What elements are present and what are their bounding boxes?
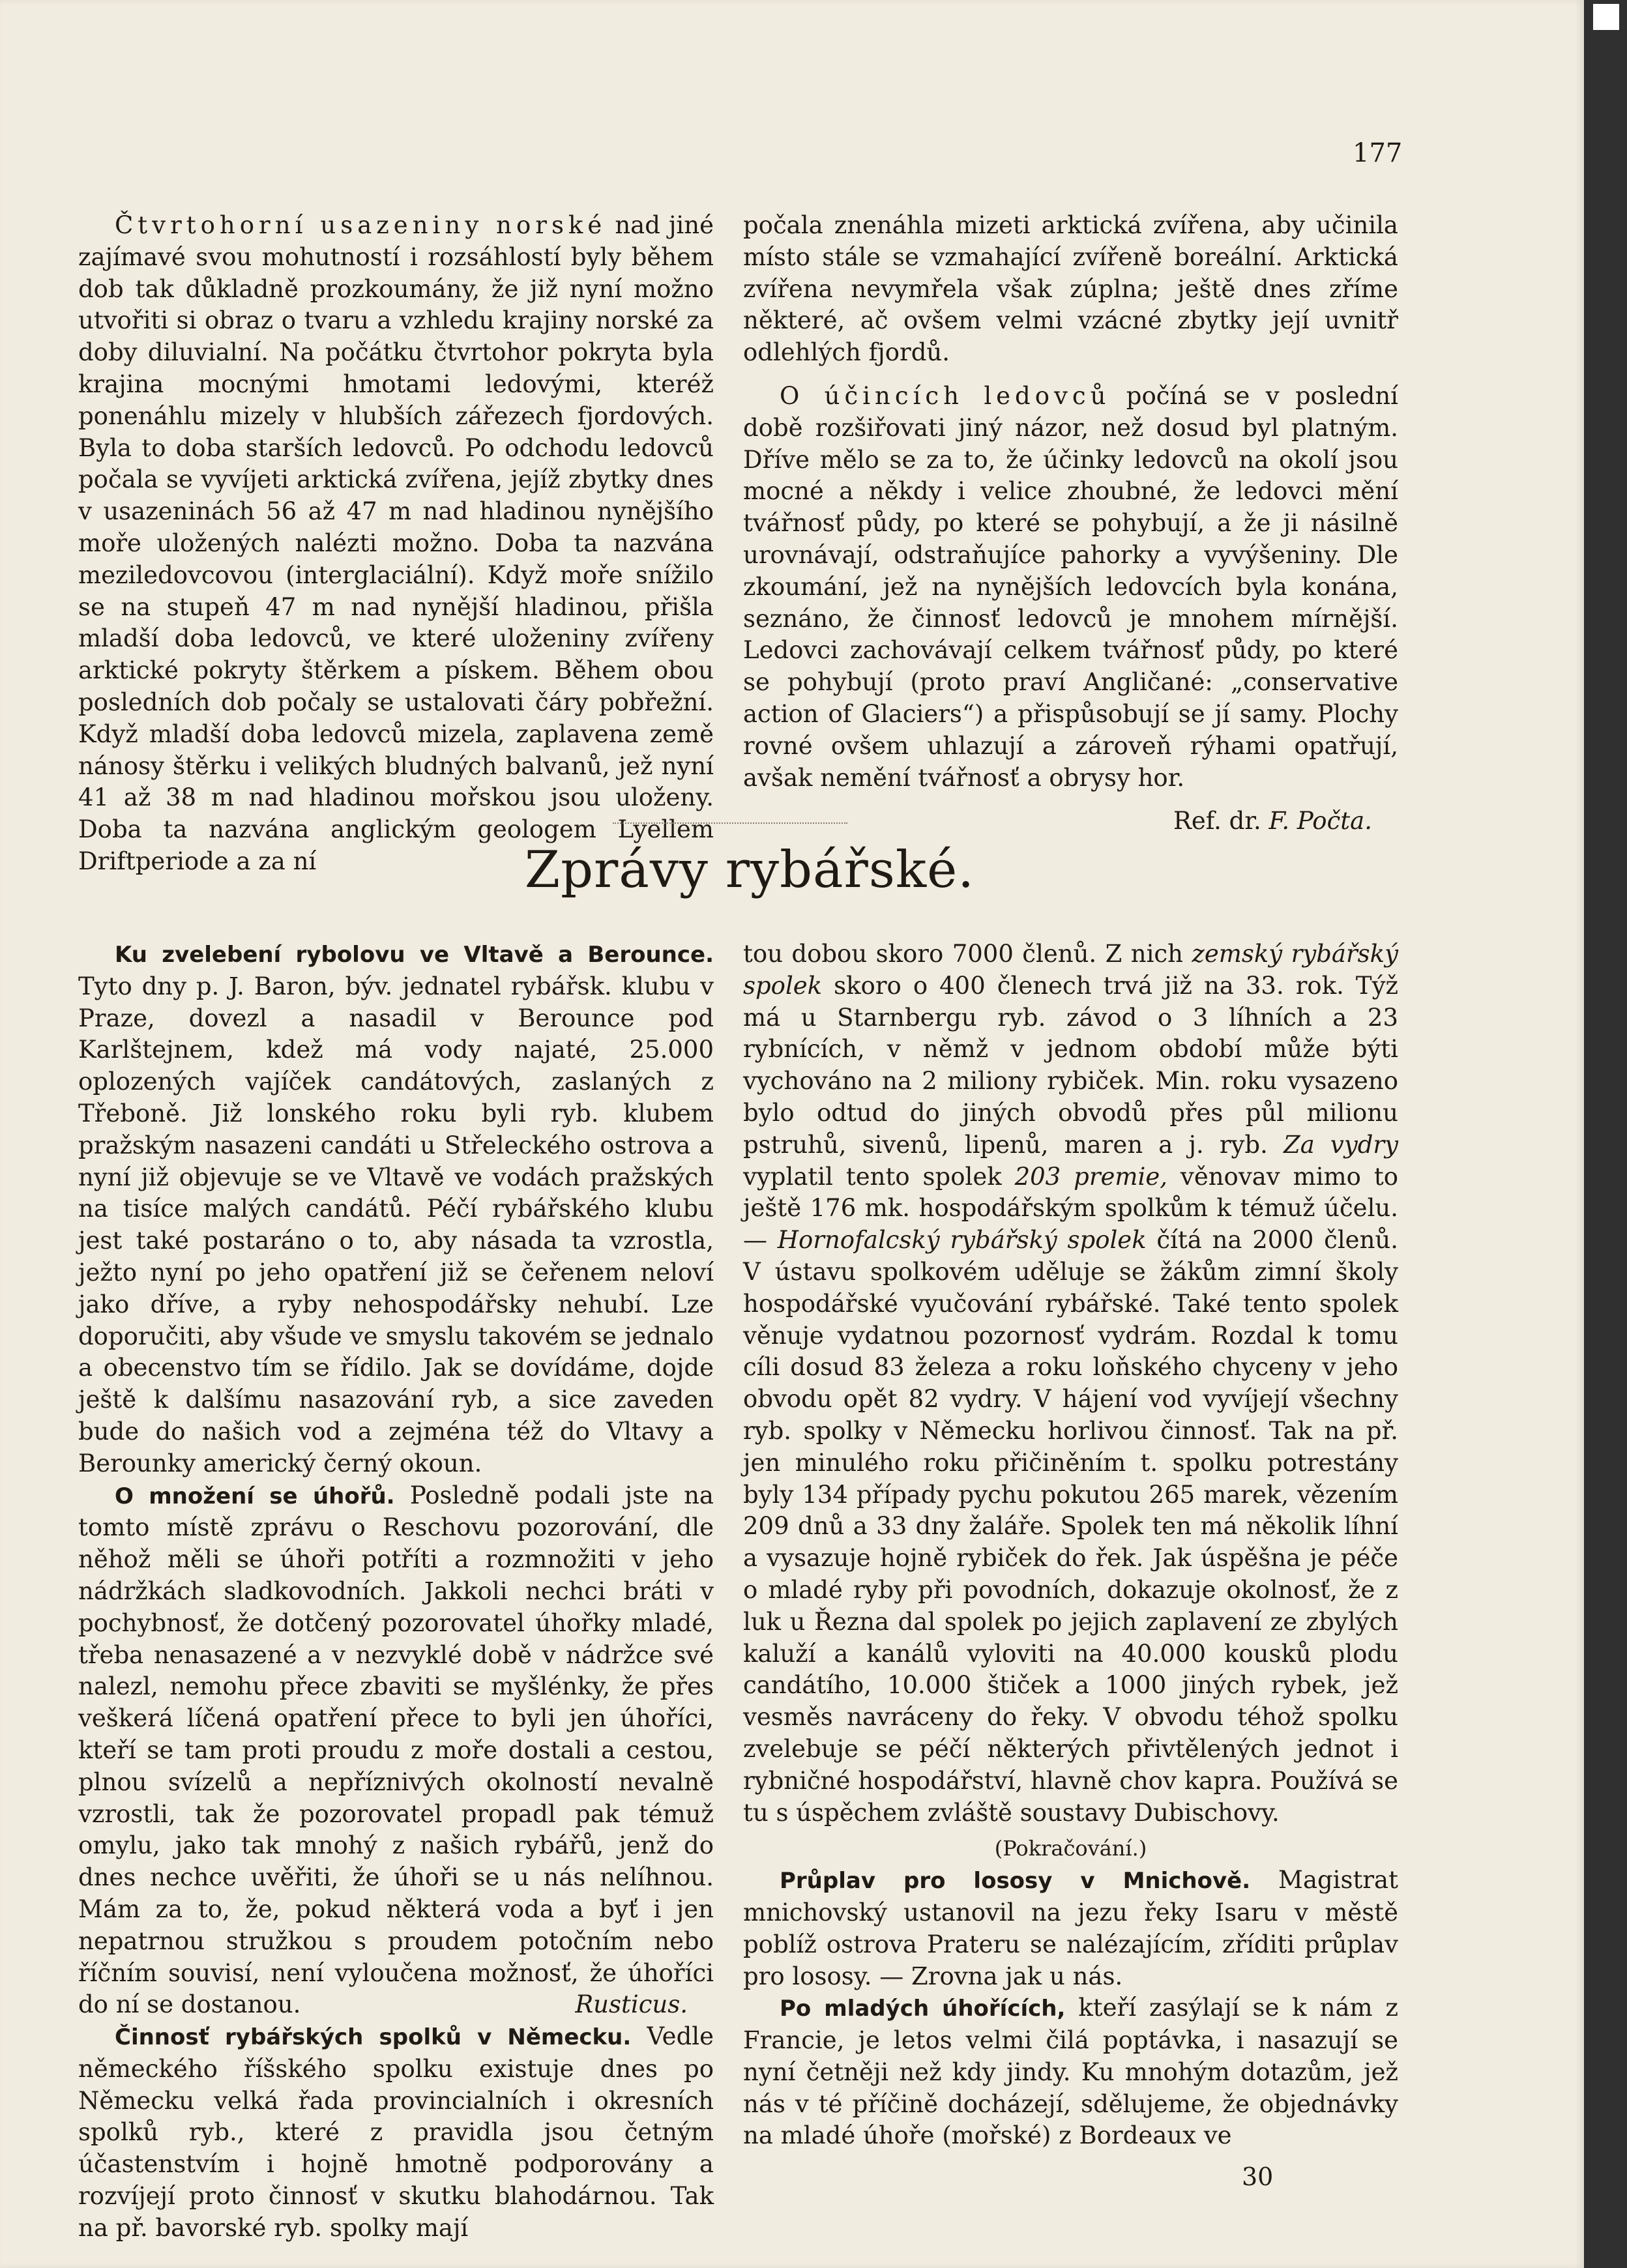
news-german-clubs — [78, 2021, 714, 2245]
news-salmon-pass-munich — [743, 1865, 1398, 1992]
news-text: skoro o 400 členech trvá již na 33. rok. Týž má u Starnbergu ryb. závod o 3 líhních a 23 rybnících, v němž v jednom období může býti vychováno na 2 miliony rybiček. Min. roku vysazeno bylo odtud do jiných obvodů přes půl milionu pstruhů, sivenů, lipenů, maren a j. ryb. — [743, 971, 1398, 1159]
reference-prefix: Ref. dr. — [1173, 807, 1269, 836]
news-heading: Po mladých úhořících, — [780, 1996, 1066, 2022]
lead-term: Čtvrtohorní usazeniny norské — [115, 211, 607, 239]
author-signature: Rusticus. — [575, 1990, 688, 2019]
news-young-eels — [743, 1992, 1398, 2152]
news-vltava-berounka — [78, 938, 714, 1480]
club-name: Hornofalcský rybářský spolek — [777, 1226, 1147, 1255]
news-text: Posledně podali jste na tomto místě zprávu o Reschovu pozorování, dle něhož měli se úhoři potříti a rozmnožiti v jeho nádržkách sladkovodních. Jakkoli nechci bráti v pochybnosť, že dotčený pozorovatel úhořky mladé, třeba nenasazené a v nezvyklé době v nádržce své nalezl, nemohu přece zbaviti se myšlénky, že přes veškerá líčená opatření přece to byli jen úhoříci, kteří se tam proti proudu z moře dostali a cestou, plnou svízelů a nepříznivých okolností nevalně vzrostli, tak že pozorovatel propadl pak témuž omylu, jako tak mnohý z našich rybářů, jenž do dnes nechce uvěřiti, že úhoři se u nás nelíhnou. Mám za to, že, pokud některá voda a byť i jen nepatrnou stružkou s proudem potočním nebo říčním souvisí, není vyloučena možnosť, že úhoříci do ní se dostanou. — [78, 1481, 714, 2019]
news-text: Tyto dny p. J. Baron, býv. jednatel rybářsk. klubu v Praze, dovezl a nasadil v Berounce pod Karlštejnem, kdež má vody najaté, 25.000 oplozených vajíček candátových, zaslaných z Třeboně. Již lonského roku byli ryb. klubem pražským nasazeni candáti u Střeleckého ostrova a nyní již objevuje se ve Vltavě ve vodách pražských na tisíce malých candátů. Péčí rybářského klubu jest také postaráno o to, aby násada ta vzrostla, ježto nyní po jeho opatření již se čeřenem neloví jako dříve, a ryby nehospodářsky nehubí. Lze doporučiti, aby všude ve smyslu takovém se jednalo a obecenstvo tím se řídilo. Jak se dovídáme, dojde ještě k dalšímu nasazování ryb, a sice zaveden bude do našich vod a zejména též do Vltavy a Berounky americký černý okoun. — [78, 972, 714, 1477]
emphasis: 203 premie, — [1014, 1162, 1167, 1191]
news-text: Magistrat mnichovský ustanovil na jezu řeky Isaru v městě poblíž ostrova Prateru se nalézajícím, zříditi průplav pro lososy. — Zrovna jak u nás. — [743, 1866, 1398, 1990]
news-text: kteří zasýlají se k nám z Francie, je letos velmi čilá poptávka, i nasazují se nyní četněji než kdy jindy. Ku mnohým dotazům, jež nás v té příčině docházejí, sdělujeme, že objednávky na mladé úhoře (mořské) z Bordeaux ve — [743, 1994, 1398, 2150]
news-eel-breeding — [78, 1480, 714, 2022]
news-text: věnovav mimo to ještě 176 mk. hospodářským spolkům k témuž účelu. — — [743, 1162, 1398, 1255]
page-number: 177 — [1353, 138, 1403, 168]
news-heading: Činnosť rybářských spolků v Německu. — [115, 2024, 632, 2051]
news-text: tou dobou skoro 7000 členů. Z nich — [743, 940, 1192, 968]
news-text: čítá na 2000 členů. V ústavu spolkovém uděluje se žákům zimní školy hospodářské vyučování rybářské. Také tento spolek věnuje vydatnou pozornosť vydrám. Rozdal k tomu cíli dosud 83 železa a roku loňského chyceny v jeho obvodu opět 82 vydry. V hájení vod vyvíjejí všechny ryb. spolky v Německu horlivou činnosť. Tak na př. jen minulého roku přičiněním t. spolku potrestány byly 134 případy pychu pokutou 265 marek, vězením 209 dnů a 33 dny žaláře. Spolek ten má několik líhní a vysazuje hojně rybiček do řek. Jak úspěšna je péče o mladé ryby při povodních, dokazuje okolnosť, že z luk u Řezna dal spolek po jejich zaplavení ze zbylých kaluží a kanálů vyloviti na 40.000 kousků plodu candátího, 10.000 štiček a 1000 jiných rybek, jež vesměs navráceny do řeky. V obvodu téhož spolku zvelebuje se péčí některých přivtělených jednot i rybničné hospodářství, hlavně chov kapra. Používá se tu s úspěchem zvláště soustavy Dubischovy. — [743, 1226, 1398, 1827]
sheet-number: 30 — [1242, 2162, 1274, 2191]
paragraph-text: nad jiné zajímavé svou mohutností i rozsáhlostí byly během dob tak důkladně prozkoumány, že již nyní možno utvořiti si obraz o tvaru a vzhledu krajiny norské za doby diluvialní. Na počátku čtvrtohor pokryta byla krajina mocnými hmotami ledovými, kteréž ponenáhlu mizely v hlubších zářezech fjordových. Byla to doba starších ledovců. Po odchodu ledovců počala se vyvíjeti arktická zvířena, jejíž zbytky dnes v usazeninách 56 až 47 m nad hladinou nynějšího moře uložených nalézti možno. Doba ta nazvána meziledovcovou (interglaciální). Když moře snížilo se na stupeň 47 m nad nynější hladinou, přišla mladší doba ledovců, ve které uloženiny zvířeny arktické pokryty štěrkem a pískem. Během obou posledních dob počaly se ustalovati čáry pobřežní. Když mladší doba ledovců mizela, zaplavena země nánosy štěrku i velikých bludných balvanů, jež nyní 41 až 38 m nad hladinou mořskou jsou uloženy. Doba ta nazvána anglickým geologem Lyellem Driftperiode a za ní — [78, 211, 714, 875]
reference-author: F. Počta. — [1268, 807, 1372, 836]
club-name: zemský rybářský spolek — [743, 940, 1398, 1000]
news-german-clubs-continued — [743, 938, 1398, 1829]
lead-term: O účincích ledovců — [780, 381, 1111, 410]
news-heading: O množení se úhořů. — [115, 1483, 395, 1509]
news-heading: Průplav pro lososy v Mnichově. — [780, 1868, 1251, 1895]
news-text: Vedle německého říšského spolku existuje dnes po Německu velká řada provincialních i okresních spolků ryb., které z pravidla jsou četným účastenstvím i hojně hmotně podporovány a rozvíjejí proto činnosť v skutku blahodárnou. Tak na př. bavorské ryb. spolky mají — [78, 2022, 714, 2242]
article-glaciers — [743, 210, 1398, 837]
section-title: Zprávy rybářské. — [524, 841, 975, 899]
scan-corner-mark — [1593, 4, 1619, 30]
section-divider-ornament — [613, 822, 847, 828]
continuation-note: (Pokračování.) — [994, 1836, 1147, 1861]
paragraph-norway — [78, 210, 714, 878]
article-norway-sediments — [78, 210, 714, 878]
paragraph-fauna: počala znenáhla mizeti arktická zvířena, aby učinila místo stále se vzmahající zvířeně boreální. Arktická zvířena nevymřela však zúplna; ještě dnes zříme některé, ač ovšem velmi vzácné zbytky její uvnitř odlehlých fjordů. — [743, 211, 1398, 367]
paragraph-text: počíná se v poslední době rozšiřovati jiný názor, než dosud byl platným. Dříve mělo se za to, že účinky ledovců na okolí jsou mocné a někdy i velice zhoubné, že ledovci mění tvářnosť půdy, po které se pohybují, a že ji násilně urovnávají, odstraňujíce pahorky a vyvýšeniny. Dle zkoumání, jež na nynějších ledovcích byla konána, seznáno, že činnosť ledovců je mnohem mírnější. Ledovci zachovávají celkem tvářnosť půdy, po které se pohybují (proto praví Angličané: „conservative action of Glaciers“) a přispůsobují se jí samy. Plochy rovné ovšem uhlazují a zároveň rýhami opatřují, avšak nemění tvářnosť a obrysy hor. — [743, 381, 1399, 792]
emphasis: Za vydry — [1283, 1130, 1398, 1159]
fishing-news-right-column — [743, 938, 1398, 2152]
news-text: vyplatil tento spolek — [743, 1162, 1015, 1191]
paragraph-glacier-effects — [743, 381, 1398, 794]
reference-signature — [743, 806, 1398, 837]
fishing-news-left-column — [78, 938, 714, 2245]
news-heading: Ku zvelebení rybolovu ve Vltavě a Berounce. — [115, 942, 714, 968]
